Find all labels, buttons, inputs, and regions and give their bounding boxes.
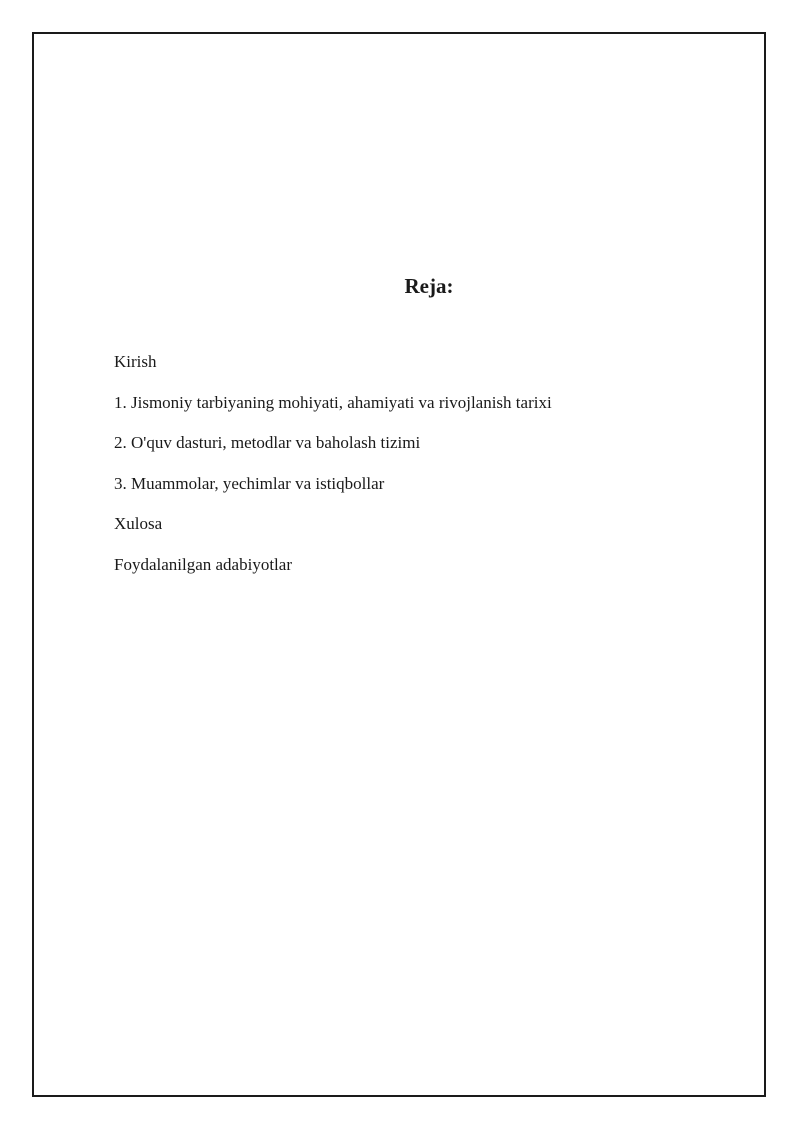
plan-list (114, 350, 552, 593)
plan-item-references: Foydalanilgan adabiyotlar (114, 554, 292, 574)
plan-item-conclusion: Xulosa (114, 514, 163, 533)
page-title: Reja: (404, 274, 454, 298)
plan-item-1: 1. Jismoniy tarbiyaning mohiyati, ahamiyati va rivojlanish tarixi (114, 392, 552, 412)
plan-item-3: 3. Muammolar, yechimlar va istiqbollar (114, 473, 385, 493)
plan-item-introduction: Kirish (114, 352, 157, 371)
plan-item-2: 2. O'quv dasturi, metodlar va baholash tizimi (114, 433, 421, 452)
